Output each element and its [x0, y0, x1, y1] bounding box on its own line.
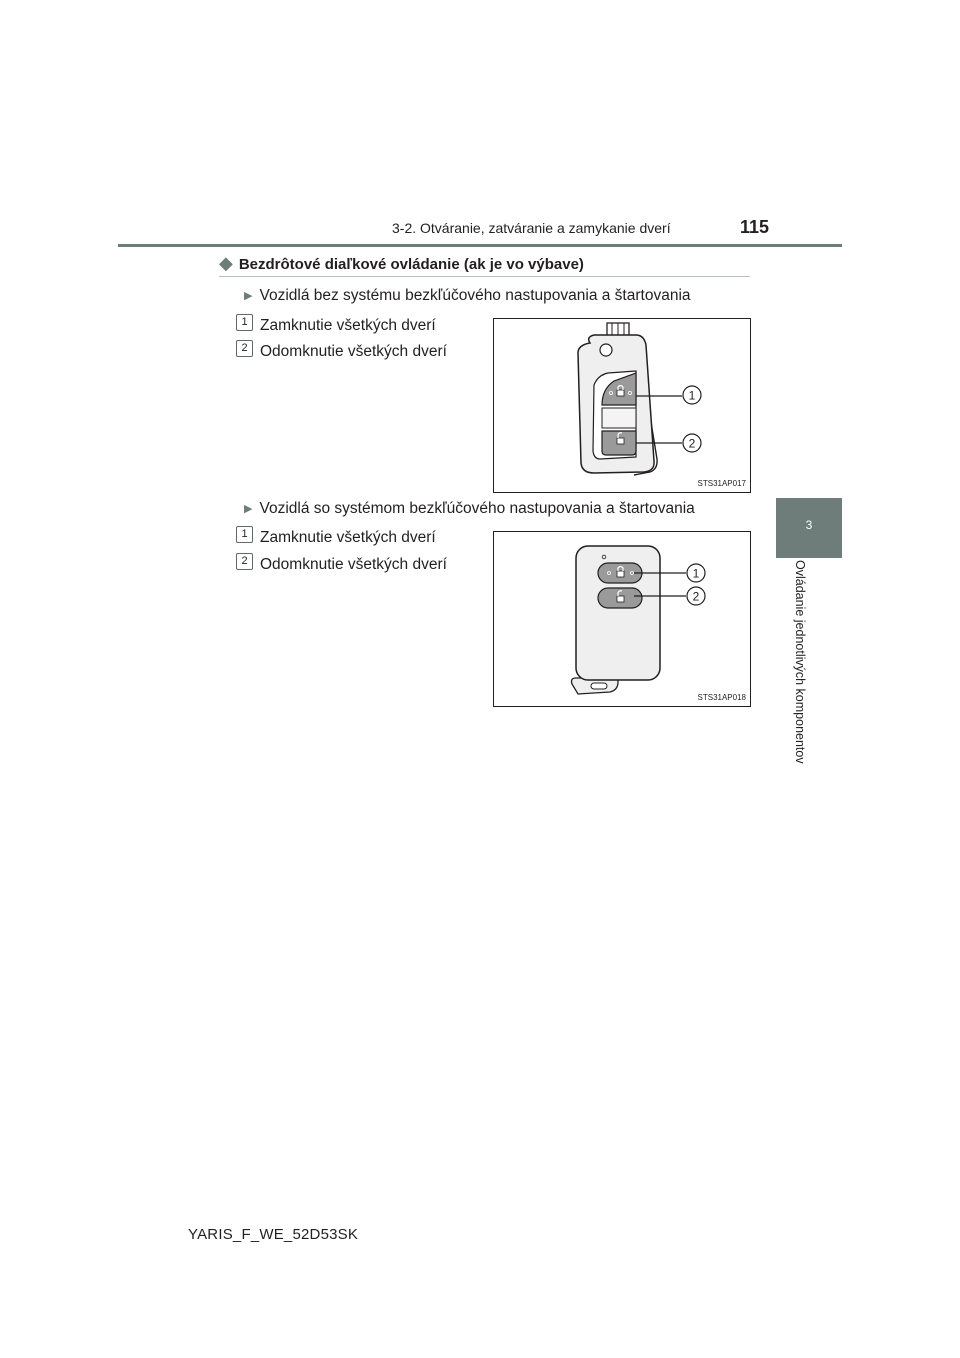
section-heading-text: Bezdrôtové diaľkové ovládanie (ak je vo výbave) [238, 256, 584, 273]
callout-1: 1 [692, 566, 700, 581]
item-text: Zamknutie všetkých dverí [260, 529, 436, 546]
item-number-badge: 2 [236, 553, 253, 570]
figure-smart-key [493, 531, 751, 707]
chapter-tab [776, 498, 842, 558]
item-text: Odomknutie všetkých dverí [260, 343, 447, 360]
variant-title [244, 287, 691, 305]
triangle-bullet-icon: ▶ [244, 503, 253, 515]
smart-key-illustration [494, 532, 750, 706]
header-rule [118, 244, 842, 247]
model-code: YARIS_F_WE_52D53SK [188, 1226, 359, 1243]
triangle-bullet-icon: ▶ [244, 290, 253, 302]
item-text: Zamknutie všetkých dverí [260, 317, 436, 334]
figure-folding-key [493, 318, 751, 493]
section-heading [219, 253, 584, 274]
variant-title-text: Vozidlá so systémom bezkľúčového nastupovania a štartovania [259, 500, 695, 517]
section-rule [219, 276, 750, 277]
figure-code: STS31AP017 [697, 479, 746, 488]
folding-key-illustration [494, 319, 750, 492]
variant-title [244, 500, 695, 518]
callout-2: 2 [688, 436, 696, 451]
page-number: 115 [740, 217, 770, 237]
item-text: Odomknutie všetkých dverí [260, 556, 447, 573]
figure-code: STS31AP018 [697, 693, 746, 702]
callout-1: 1 [688, 388, 696, 403]
chapter-tab-label: Ovládanie jednotlivých komponentov [793, 560, 807, 764]
chapter-title: 3-2. Otváranie, zatváranie a zamykanie dverí [392, 220, 671, 236]
item-number-badge: 1 [236, 526, 253, 543]
chapter-tab-number: 3 [805, 518, 813, 532]
callout-2: 2 [692, 589, 700, 604]
item-number-badge: 1 [236, 314, 253, 331]
diamond-bullet-icon: ◆ [219, 253, 233, 273]
variant-title-text: Vozidlá bez systému bezkľúčového nastupovania a štartovania [259, 287, 691, 304]
item-number-badge: 2 [236, 340, 253, 357]
